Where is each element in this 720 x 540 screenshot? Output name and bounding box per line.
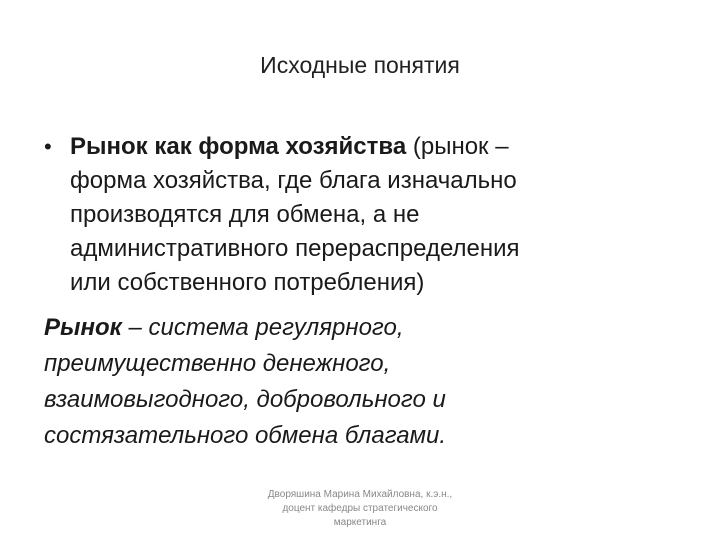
footer-line-2: доцент кафедры стратегического <box>282 503 438 514</box>
definition-line-1 <box>44 310 664 346</box>
footer-line-1: Дворяшина Марина Михайловна, к.э.н., <box>267 489 453 500</box>
bullet-line-2: форма хозяйства, где блага изначально <box>70 167 517 194</box>
bullet-marker: • <box>44 134 52 159</box>
definition-line1-rest: – система регулярного, <box>121 314 404 341</box>
bullet-line-3: производятся для обмена, а не <box>70 201 420 228</box>
definition-line-2: преимущественно денежного, <box>44 350 391 377</box>
bullet-line-4: административного перераспределения <box>70 235 520 262</box>
definition-block <box>44 310 664 454</box>
slide-title: Исходные понятия <box>260 52 460 78</box>
bullet-line-5: или собственного потребления) <box>70 269 425 296</box>
definition-line-4: состязательного обмена благами. <box>44 422 447 449</box>
bullet-line-1 <box>44 130 664 164</box>
definition-line-3: взаимовыгодного, добровольного и <box>44 386 446 413</box>
bullet-text-first-line <box>70 130 664 164</box>
definition-term: Рынок <box>44 314 122 341</box>
bullet-line1-rest: (рынок – <box>406 133 509 160</box>
footer-author <box>240 488 480 530</box>
bullet-bold-term: Рынок как форма хозяйства <box>70 133 407 160</box>
bullet-block <box>44 130 664 300</box>
footer-line-3: маркетинга <box>333 517 387 528</box>
